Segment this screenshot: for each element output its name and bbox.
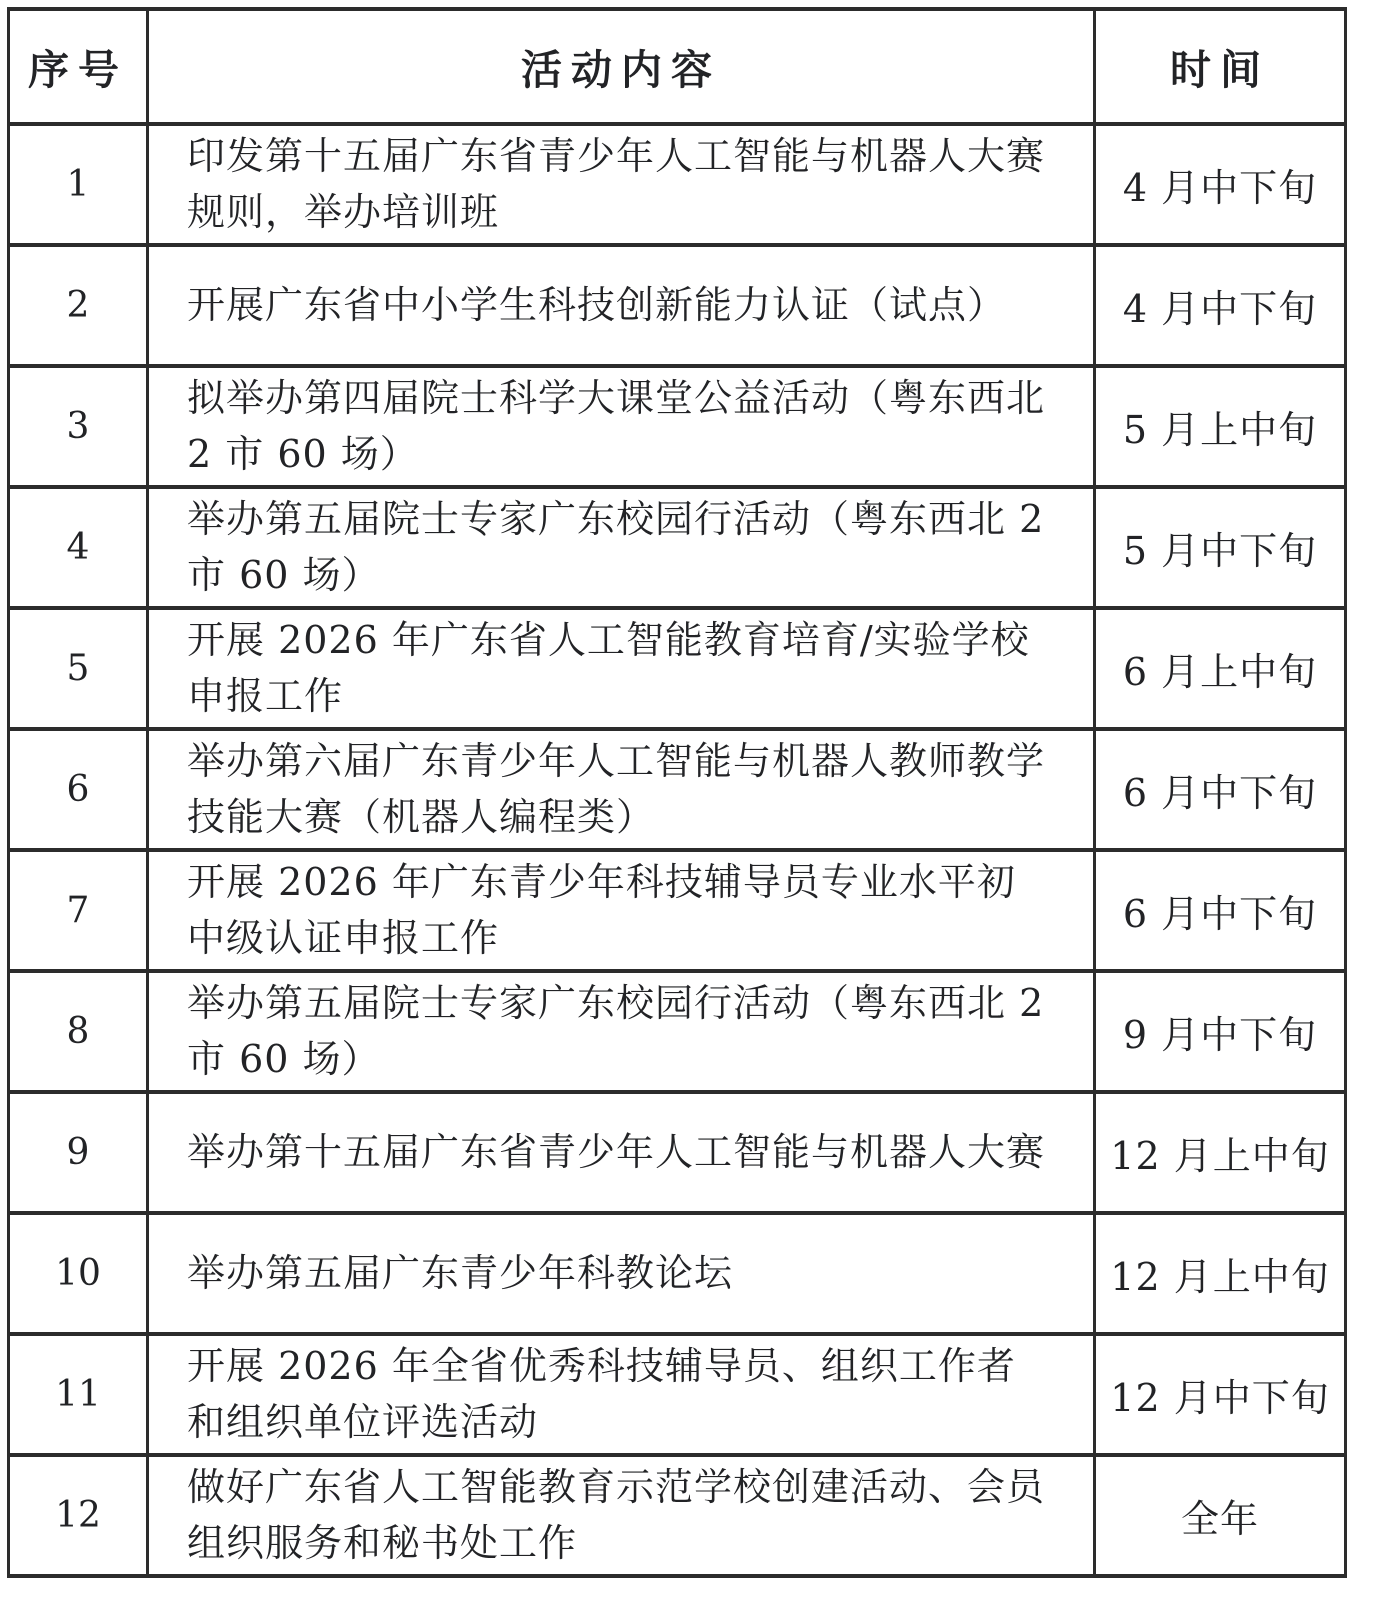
row-number-cell: 3	[9, 366, 148, 487]
header-cell-activity: 活动内容	[148, 9, 1095, 124]
header-row	[9, 9, 1346, 124]
table-row	[9, 1213, 1346, 1334]
table-body	[9, 124, 1346, 1576]
row-number-cell: 4	[9, 487, 148, 608]
table-row	[9, 487, 1346, 608]
table-row	[9, 245, 1346, 366]
activity-cell: 举办第六届广东青少年人工智能与机器人教师教学技能大赛（机器人编程类）	[148, 729, 1095, 850]
time-cell: 4 月中下旬	[1095, 124, 1346, 245]
row-number-cell: 6	[9, 729, 148, 850]
time-cell: 12 月上中旬	[1095, 1092, 1346, 1213]
table-row	[9, 971, 1346, 1092]
time-cell: 6 月中下旬	[1095, 729, 1346, 850]
header-cell-number: 序号	[9, 9, 148, 124]
activity-cell: 开展 2026 年全省优秀科技辅导员、组织工作者和组织单位评选活动	[148, 1334, 1095, 1455]
activity-cell: 举办第五届院士专家广东校园行活动（粤东西北 2 市 60 场）	[148, 487, 1095, 608]
row-number-cell: 12	[9, 1455, 148, 1576]
row-number-cell: 10	[9, 1213, 148, 1334]
activity-cell: 举办第十五届广东省青少年人工智能与机器人大赛	[148, 1092, 1095, 1213]
activity-cell: 举办第五届院士专家广东校园行活动（粤东西北 2 市 60 场）	[148, 971, 1095, 1092]
row-number-cell: 8	[9, 971, 148, 1092]
time-cell: 4 月中下旬	[1095, 245, 1346, 366]
table-row	[9, 366, 1346, 487]
header-cell-time: 时间	[1095, 9, 1346, 124]
row-number-cell: 1	[9, 124, 148, 245]
activity-cell: 做好广东省人工智能教育示范学校创建活动、会员组织服务和秘书处工作	[148, 1455, 1095, 1576]
time-cell: 5 月上中旬	[1095, 366, 1346, 487]
activity-cell: 开展 2026 年广东青少年科技辅导员专业水平初中级认证申报工作	[148, 850, 1095, 971]
time-cell: 9 月中下旬	[1095, 971, 1346, 1092]
table-row	[9, 608, 1346, 729]
row-number-cell: 11	[9, 1334, 148, 1455]
table-row	[9, 1092, 1346, 1213]
row-number-cell: 2	[9, 245, 148, 366]
activity-cell: 开展广东省中小学生科技创新能力认证（试点）	[148, 245, 1095, 366]
row-number-cell: 9	[9, 1092, 148, 1213]
table-row	[9, 124, 1346, 245]
table-row	[9, 850, 1346, 971]
activity-cell: 印发第十五届广东省青少年人工智能与机器人大赛规则，举办培训班	[148, 124, 1095, 245]
activity-cell: 开展 2026 年广东省人工智能教育培育/实验学校申报工作	[148, 608, 1095, 729]
table-row	[9, 1334, 1346, 1455]
table-row	[9, 1455, 1346, 1576]
activity-schedule-table	[7, 7, 1347, 1578]
time-cell: 全年	[1095, 1455, 1346, 1576]
table-row	[9, 729, 1346, 850]
time-cell: 6 月中下旬	[1095, 850, 1346, 971]
activity-cell: 拟举办第四届院士科学大课堂公益活动（粤东西北 2 市 60 场）	[148, 366, 1095, 487]
time-cell: 12 月上中旬	[1095, 1213, 1346, 1334]
time-cell: 5 月中下旬	[1095, 487, 1346, 608]
row-number-cell: 7	[9, 850, 148, 971]
time-cell: 12 月中下旬	[1095, 1334, 1346, 1455]
activity-cell: 举办第五届广东青少年科教论坛	[148, 1213, 1095, 1334]
time-cell: 6 月上中旬	[1095, 608, 1346, 729]
row-number-cell: 5	[9, 608, 148, 729]
